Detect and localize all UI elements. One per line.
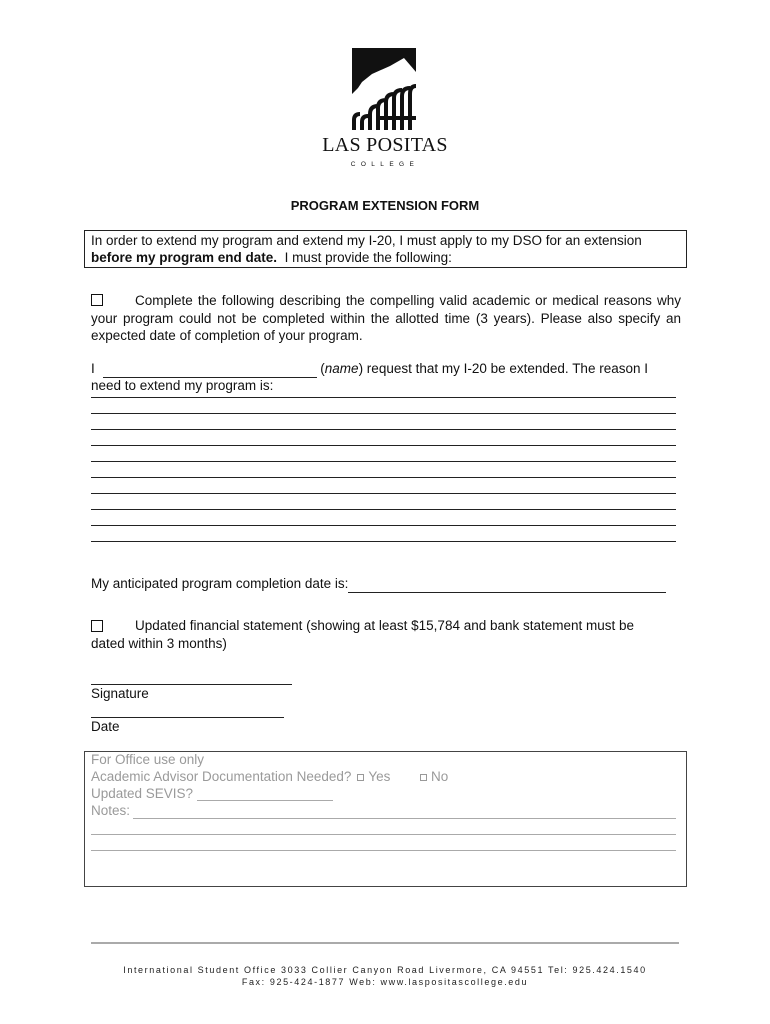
completion-row (91, 575, 681, 593)
footer-contact: Fax: 925-424-1877 Web: www.laspositascollege.edu (241, 977, 529, 987)
college-logo-icon (348, 44, 420, 132)
notes-line[interactable] (133, 818, 676, 819)
advisor-label: Academic Advisor Documentation Needed? (91, 769, 352, 784)
date-field[interactable] (91, 717, 284, 718)
advisor-row (91, 769, 448, 784)
reason-line[interactable] (91, 509, 676, 510)
reason-line[interactable] (91, 445, 676, 446)
intro-text (91, 232, 687, 266)
reason-line[interactable] (91, 429, 676, 430)
notes-line[interactable] (91, 834, 676, 835)
item2-line1: Updated financial statement (showing at least $15,784 and bank statement must be (135, 618, 635, 633)
request-after: ) request that my I-20 be extended. The reason I (358, 361, 648, 376)
item2-line2: dated within 3 months) (91, 636, 227, 651)
reason-line[interactable] (91, 493, 676, 494)
reason-line[interactable] (91, 397, 676, 398)
notes-line[interactable] (91, 850, 676, 851)
footer-address: International Student Office 3033 Collier Canyon Road Livermore, CA 94551 Tel: 925.424.1540 (123, 965, 647, 975)
signature-label: Signature (91, 686, 149, 701)
name-italic: name (324, 361, 359, 376)
no-label: No (430, 769, 449, 784)
date-label: Date (91, 719, 120, 734)
notes-row (91, 803, 676, 818)
reason-line[interactable] (91, 477, 676, 478)
completion-label: My anticipated program completion date is: (91, 576, 349, 591)
yes-checkbox[interactable] (357, 774, 364, 781)
office-heading: For Office use only (91, 752, 205, 767)
reason-line[interactable] (91, 461, 676, 462)
college-name: LAS POSITAS (322, 134, 448, 156)
sevis-row (91, 786, 333, 801)
item1-text: Complete the following describing the compelling valid academic or medical reasons why your program could not be completed within the allotted time (3 years). Please also specify an expected date of completion of your program. (91, 293, 681, 343)
no-checkbox[interactable] (420, 774, 427, 781)
intro-bold: before my program end date. (91, 250, 278, 265)
intro-normal: In order to extend my program and extend my I-20, I must apply to my DSO for an extension (91, 233, 642, 248)
intro-tail: I must provide the following: (284, 250, 452, 265)
reason-line[interactable] (91, 541, 676, 542)
notes-label: Notes: (91, 803, 131, 818)
request-line-2: need to extend my program is: (91, 378, 274, 393)
request-line: I (name) request that my I-20 be extended. The reason I (91, 361, 648, 376)
request-prefix: I (91, 361, 95, 376)
footer-divider (91, 942, 679, 944)
reason-line[interactable] (91, 413, 676, 414)
completion-date-field[interactable] (348, 580, 666, 593)
sevis-field[interactable] (197, 788, 333, 801)
form-title: PROGRAM EXTENSION FORM (290, 198, 480, 213)
yes-label: Yes (368, 769, 391, 784)
college-subtitle: COLLEGE (350, 161, 420, 168)
checkbox-square-icon (91, 620, 103, 632)
sevis-label: Updated SEVIS? (91, 786, 194, 801)
name-field[interactable] (103, 365, 317, 378)
reason-line[interactable] (91, 525, 676, 526)
signature-field[interactable] (91, 684, 292, 685)
checkbox-financial[interactable] (91, 620, 103, 635)
